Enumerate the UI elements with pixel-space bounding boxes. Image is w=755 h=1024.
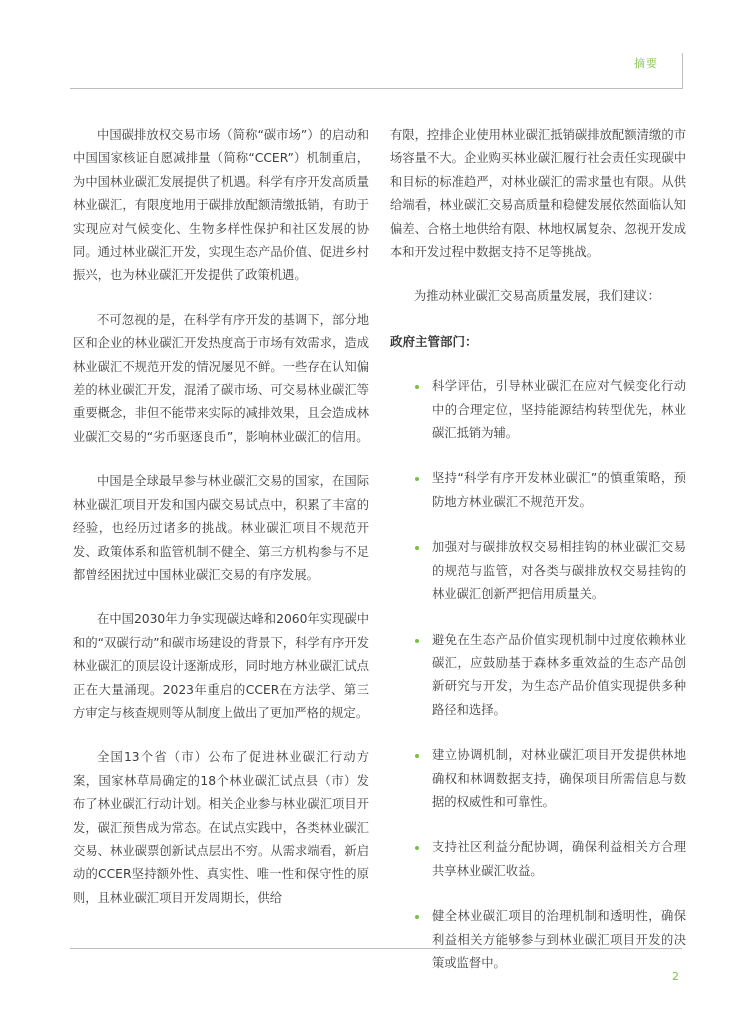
list-item-text: 支持社区利益分配协调，确保利益相关方合理共享林业碳汇收益。 xyxy=(432,840,686,878)
list-item xyxy=(390,629,686,723)
bullet-dot-icon xyxy=(415,477,419,481)
continued-paragraph: 有限，控排企业使用林业碳汇抵销碳排放配额清缴的市场容量不大。企业购买林业碳汇履行社会责任实现碳中和目标的标准趋严，对林业碳汇的需求量也有限。从供给端看，林业碳汇交易高质量和稳健发展依然面临认知偏差、合格土地供给有限、林地权属复杂、忽视开发成本和开发过程中数据支持不足等挑战。 xyxy=(390,128,686,260)
footer-divider xyxy=(70,948,682,949)
list-item xyxy=(390,744,686,814)
header-divider xyxy=(70,88,682,89)
body-paragraph: 不可忽视的是，在科学有序开发的基调下，部分地区和企业的林业碳汇开发热度高于市场有效需求，造成林业碳汇不规范开发的情况屡见不鲜。一些存在认知偏差的林业碳汇开发，混淆了碳市场、可交易林业碳汇等重要概念，非但不能带来实际的减排效果，且会造成林业碳汇交易的“劣币驱逐良币”，影响林业碳汇的信用。 xyxy=(73,312,369,444)
body-paragraph: 在中国2030年力争实现碳达峰和2060年实现碳中和的“双碳行动”和碳市场建设的背景下，科学有序开发林业碳汇的顶层设计逐渐成形，同时地方林业碳汇试点正在大量涌现。2023年重启的CCER在方法学、第三方审定与核查规则等从制度上做出了更加严格的规定。 xyxy=(73,612,369,720)
recommendation-list xyxy=(390,375,686,975)
bullet-dot-icon xyxy=(415,754,419,758)
list-item xyxy=(390,905,686,975)
left-column xyxy=(73,124,369,931)
list-item-text: 加强对与碳排放权交易相挂钩的林业碳汇交易的规范与监管，对各类与碳排放权交易挂钩的林业碳汇创新严把信用质量关。 xyxy=(432,540,686,602)
recommendation-heading: 政府主管部门： xyxy=(390,333,478,349)
bullet-dot-icon xyxy=(415,846,419,850)
body-paragraph: 全国13个省（市）公布了促进林业碳汇行动方案，国家林草局确定的18个林业碳汇试点县（市）发布了林业碳汇行动计划。相关企业参与林业碳汇项目开发，碳汇预售成为常态。在试点实践中，各类林业碳汇交易、林业碳票创新试点层出不穷。从需求端看，新启动的CCER坚持额外性、真实性、唯一性和保守性的原则，且林业碳汇项目开发周期长，供给 xyxy=(73,750,369,905)
bullet-dot-icon xyxy=(415,639,419,643)
header-vertical-divider xyxy=(682,53,683,89)
list-item-text: 避免在生态产品价值实现机制中过度依赖林业碳汇，应鼓励基于森林多重效益的生态产品创新研究与开发，为生态产品价值实现提供多种路径和选择。 xyxy=(432,632,686,717)
recommendation-intro: 为推动林业碳汇交易高质量发展，我们建议： xyxy=(414,289,660,304)
bullet-dot-icon xyxy=(415,546,419,550)
list-item xyxy=(390,375,686,445)
body-paragraph: 中国是全球最早参与林业碳汇交易的国家，在国际林业碳汇项目开发和国内碳交易试点中，积累了丰富的经验，也经历过诸多的挑战。林业碳汇项目不规范开发、政策体系和监管机制不健全、第三方机构参与不足都曾经困扰过中国林业碳汇交易的有序发展。 xyxy=(73,474,369,582)
list-item xyxy=(390,836,686,883)
right-column xyxy=(390,124,686,997)
list-item-text: 科学评估，引导林业碳汇在应对气候变化行动中的合理定位，坚持能源结构转型优先，林业碳汇抵销为辅。 xyxy=(432,379,686,441)
list-item xyxy=(390,536,686,606)
bullet-dot-icon xyxy=(415,385,419,389)
body-paragraph: 中国碳排放权交易市场（简称“碳市场”）的启动和中国国家核证自愿减排量（简称“CCER”）机制重启，为中国林业碳汇发展提供了机遇。科学有序开发高质量林业碳汇，有限度地用于碳排放配额清缴抵销，有助于实现应对气候变化、生物多样性保护和社区发展的协同。通过林业碳汇开发，实现生态产品价值、促进乡村振兴，也为林业碳汇开发提供了政策机遇。 xyxy=(73,128,369,283)
section-label: 摘要 xyxy=(634,57,658,70)
page-number: 2 xyxy=(672,970,679,983)
list-item-text: 健全林业碳汇项目的治理机制和透明性，确保利益相关方能够参与到林业碳汇项目开发的决策或监督中。 xyxy=(432,909,686,970)
list-item xyxy=(390,467,686,514)
list-item-text: 建立协调机制，对林业碳汇项目开发提供林地确权和林调数据支持，确保项目所需信息与数据的权威性和可靠性。 xyxy=(432,748,686,809)
bullet-dot-icon xyxy=(415,915,419,919)
list-item-text: 坚持“科学有序开发林业碳汇”的慎重策略，预防地方林业碳汇不规范开发。 xyxy=(432,471,686,509)
